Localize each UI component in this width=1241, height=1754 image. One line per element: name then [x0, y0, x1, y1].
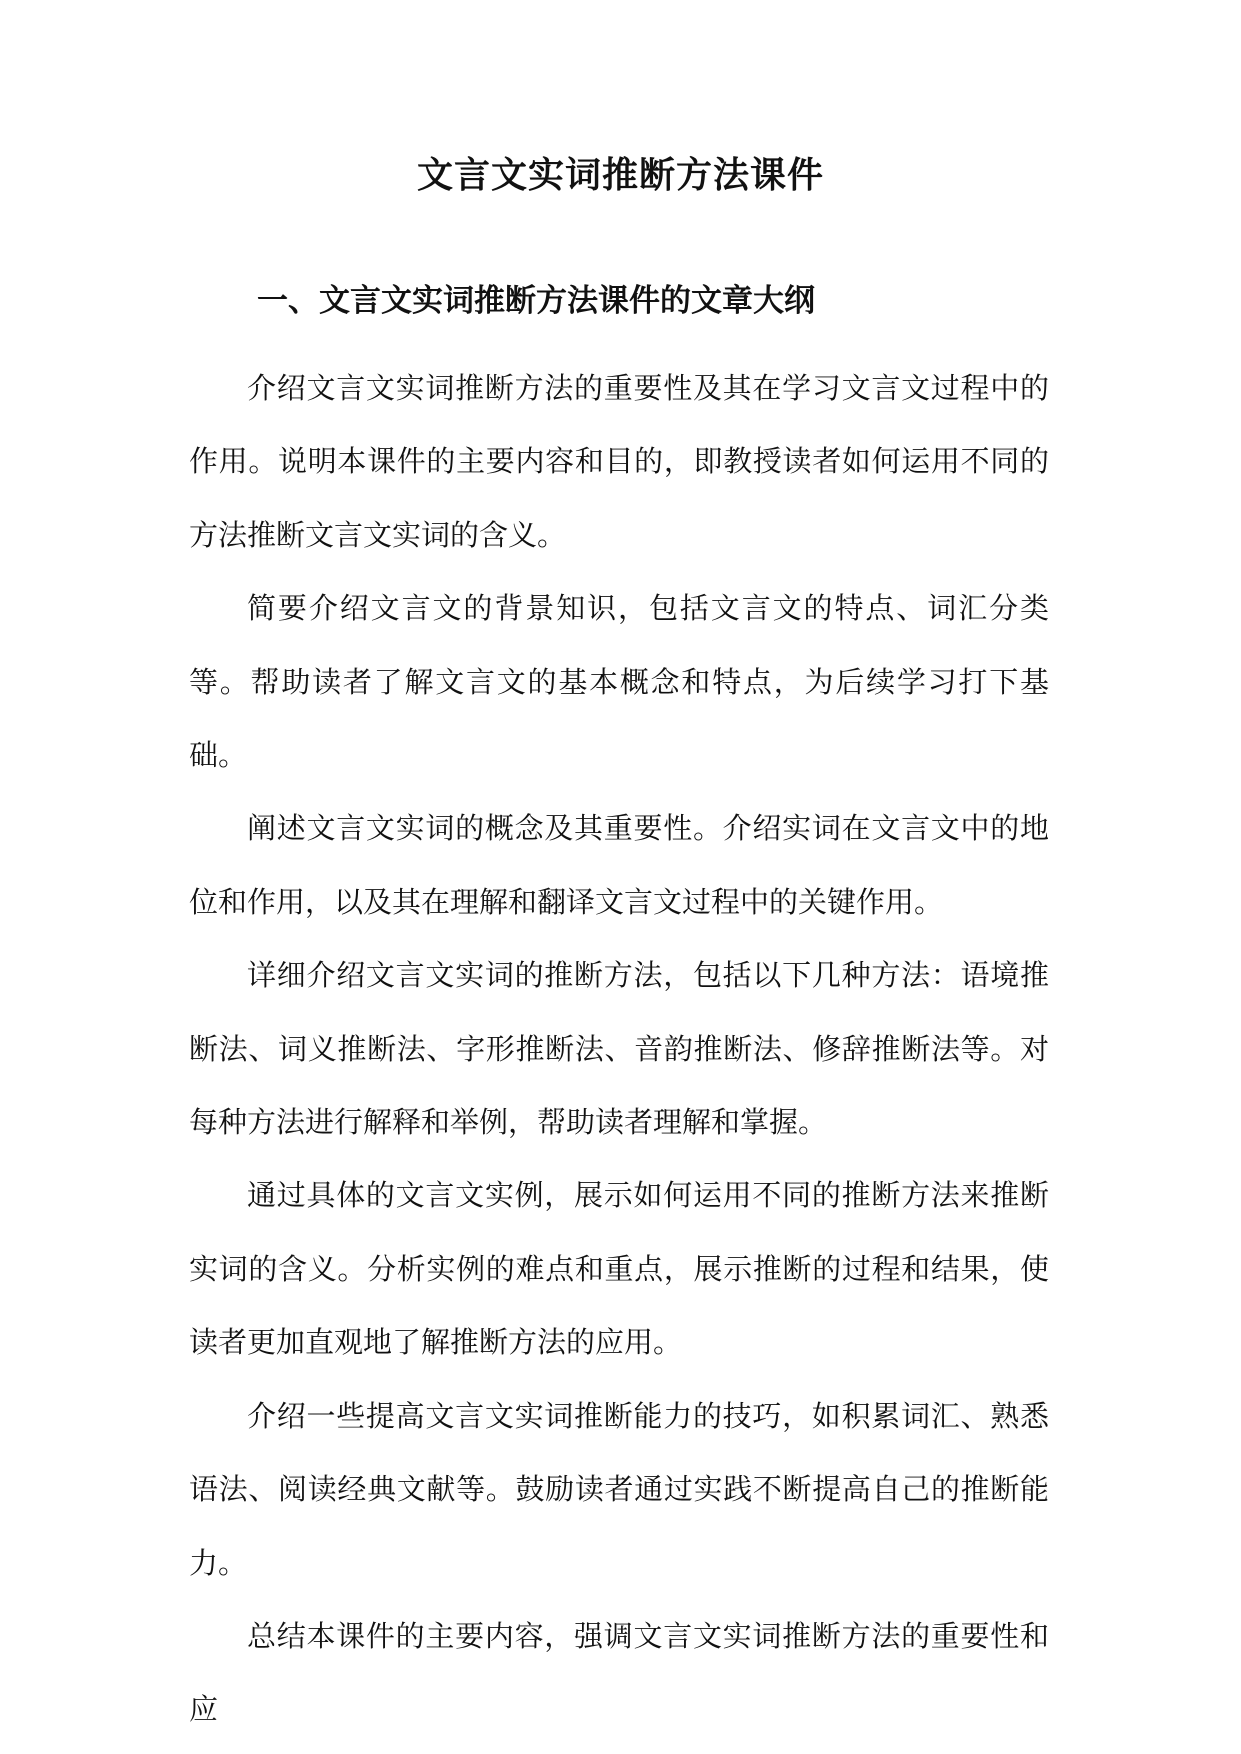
- paragraph-concept: 阐述文言文实词的概念及其重要性。介绍实词在文言文中的地位和作用，以及其在理解和翻译文言文过程中的关键作用。: [189, 811, 1049, 919]
- body-text: [189, 352, 1049, 1747]
- paragraph-examples: 通过具体的文言文实例，展示如何运用不同的推断方法来推断实词的含义。分析实例的难点和重点，展示推断的过程和结果，使读者更加直观地了解推断方法的应用。: [189, 1178, 1049, 1360]
- paragraph-background: 简要介绍文言文的背景知识，包括文言文的特点、词汇分类等。帮助读者了解文言文的基本概念和特点，为后续学习打下基础。: [189, 591, 1049, 773]
- paragraph-methods: 详细介绍文言文实词的推断方法，包括以下几种方法：语境推断法、词义推断法、字形推断法、音韵推断法、修辞推断法等。对每种方法进行解释和举例，帮助读者理解和掌握。: [189, 958, 1049, 1140]
- paragraph-importance: 介绍文言文实词推断方法的重要性及其在学习文言文过程中的作用。说明本课件的主要内容和目的，即教授读者如何运用不同的方法推断文言文实词的含义。: [189, 371, 1049, 552]
- document-title: 文言文实词推断方法课件: [416, 154, 824, 196]
- paragraph-summary: 总结本课件的主要内容，强调文言文实词推断方法的重要性和应: [189, 1618, 1049, 1727]
- paragraph-techniques: 介绍一些提高文言文实词推断能力的技巧，如积累词汇、熟悉语法、阅读经典文献等。鼓励读者通过实践不断提高自己的推断能力。: [189, 1398, 1049, 1580]
- section-heading: 一、文言文实词推断方法课件的文章大纲: [257, 283, 815, 319]
